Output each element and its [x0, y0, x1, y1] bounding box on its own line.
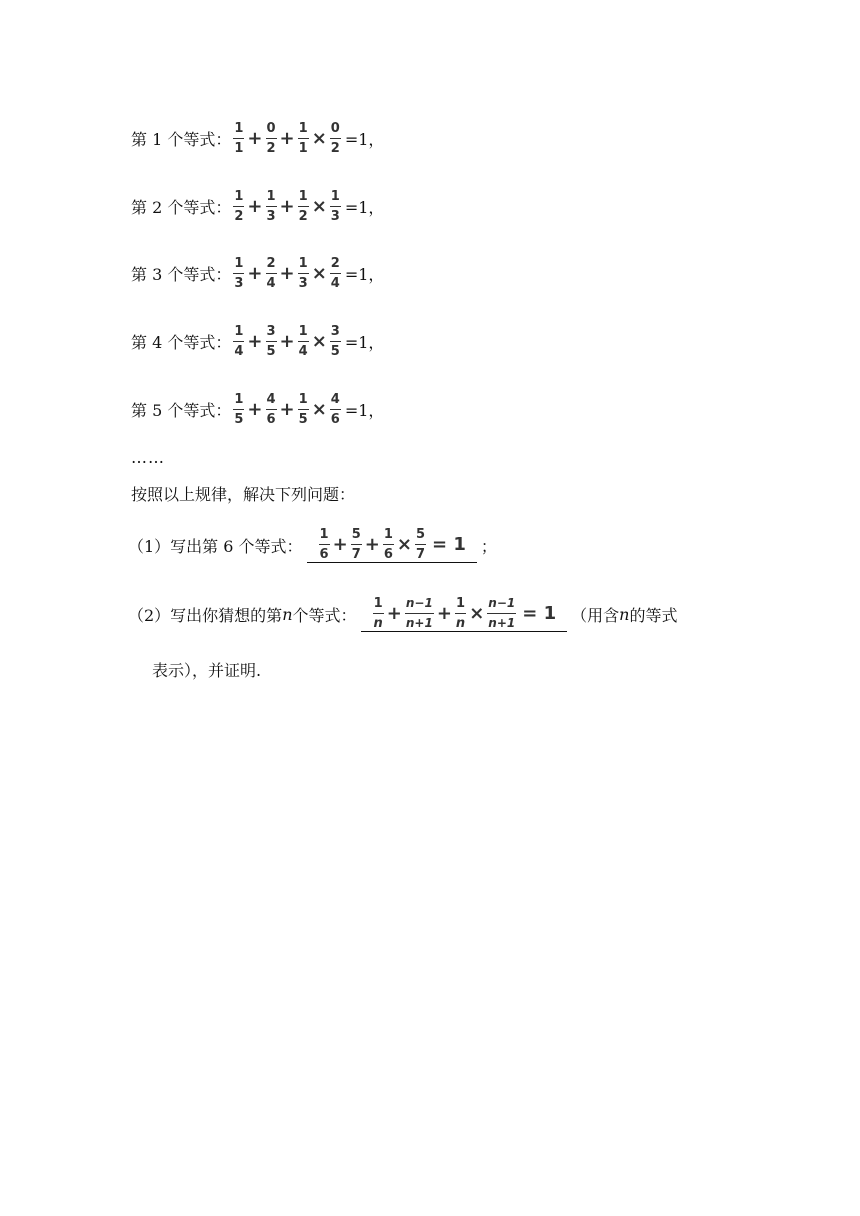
fraction: $\frac{1}{3}$ [234, 255, 244, 291]
question-2-suffix-end: 的等式 [629, 605, 678, 625]
equation-result: =1， [344, 332, 385, 352]
fraction: $\frac{4}{6}$ [330, 391, 340, 427]
equation-label: 第 4 个等式： [131, 332, 232, 352]
plus-sign: + [279, 127, 295, 149]
variable-n: n [282, 604, 293, 624]
equation-line-1 [131, 108, 384, 168]
fraction: $\frac{1}{4}$ [298, 323, 308, 359]
equation-label: 第 2 个等式： [131, 197, 232, 217]
fraction: $\frac{1}{1}$ [234, 120, 244, 156]
question-2-prompt-start: （2）写出你猜想的第 [128, 605, 283, 625]
fraction: $\frac{5}{7}$ [415, 527, 426, 562]
times-sign: × [311, 262, 327, 284]
fraction: $\frac{1}{n}$ [455, 596, 466, 631]
plus-sign: + [247, 398, 263, 420]
fraction: $\frac{1}{2}$ [234, 188, 244, 224]
fraction: $\frac{4}{6}$ [266, 391, 276, 427]
plus-sign: + [386, 603, 402, 624]
question-2 [128, 584, 677, 644]
plus-sign: + [247, 127, 263, 149]
equals-result: = 1 [522, 603, 557, 624]
question-1 [128, 515, 497, 575]
fraction: $\frac{1}{6}$ [319, 527, 329, 562]
equation-expression [231, 324, 384, 359]
fraction: $\frac{1}{3}$ [266, 188, 276, 224]
fraction: $\frac{1}{3}$ [330, 188, 340, 224]
equation-expression [231, 189, 384, 224]
equation-line-2 [131, 176, 384, 236]
fraction: $\frac{1}{3}$ [298, 255, 308, 291]
fraction: $\frac{1}{4}$ [234, 323, 244, 359]
equation-label: 第 5 个等式： [131, 400, 232, 420]
fraction: $\frac{1}{6}$ [383, 527, 393, 562]
fraction: $\frac{1}{5}$ [234, 391, 244, 427]
equation-expression [231, 392, 384, 427]
plus-sign: + [332, 534, 348, 555]
fraction: $\frac{1}{1}$ [298, 120, 308, 156]
fraction: $\frac{3}{5}$ [266, 323, 276, 359]
variable-n: n [619, 604, 630, 624]
equation-result: =1， [344, 264, 385, 284]
question-1-prompt: （1）写出第 6 个等式： [128, 536, 303, 556]
times-sign: × [311, 398, 327, 420]
plus-sign: + [364, 534, 380, 555]
fraction: $\frac{1}{5}$ [298, 391, 308, 427]
answer-2-expression [371, 596, 558, 631]
question-1-suffix: ； [480, 536, 497, 556]
equals-result: = 1 [432, 534, 466, 555]
plus-sign: + [247, 195, 263, 217]
plus-sign: + [436, 603, 452, 624]
equation-result: =1， [344, 400, 385, 420]
answer-blank-2 [361, 596, 568, 632]
fraction: $\frac{1}{n}$ [373, 596, 383, 631]
fraction: $\frac{1}{2}$ [298, 188, 308, 224]
times-sign: × [311, 127, 327, 149]
equation-label: 第 1 个等式： [131, 129, 232, 149]
fraction: $\frac{0}{2}$ [330, 120, 340, 156]
times-sign: × [396, 534, 412, 555]
equation-expression [231, 256, 384, 291]
equation-line-3 [131, 243, 384, 303]
equation-label: 第 3 个等式： [131, 264, 232, 284]
plus-sign: + [279, 262, 295, 284]
answer-blank-1 [307, 527, 477, 563]
fraction: $\frac{3}{5}$ [330, 323, 340, 359]
plus-sign: + [279, 398, 295, 420]
plus-sign: + [279, 195, 295, 217]
plus-sign: + [247, 262, 263, 284]
times-sign: × [311, 195, 327, 217]
plus-sign: + [247, 330, 263, 352]
equation-line-4 [131, 311, 384, 371]
fraction: $\frac{2}{4}$ [266, 255, 276, 291]
fraction: $\frac{n-1}{n+1}$ [405, 596, 433, 630]
equation-expression [231, 121, 384, 156]
question-2-suffix-start: （用含 [571, 605, 620, 625]
times-sign: × [311, 330, 327, 352]
times-sign: × [469, 603, 485, 624]
equation-line-5 [131, 379, 384, 439]
ellipsis: …… [131, 448, 165, 467]
equation-result: =1， [344, 197, 385, 217]
answer-1-expression [317, 527, 467, 562]
fraction: $\frac{2}{4}$ [330, 255, 340, 291]
fraction: $\frac{5}{7}$ [351, 527, 361, 562]
plus-sign: + [279, 330, 295, 352]
instruction-text: 按照以上规律，解决下列问题： [131, 485, 356, 504]
fraction: $\frac{n-1}{n+1}$ [488, 596, 516, 630]
question-2-prompt-end: 个等式： [292, 605, 357, 625]
question-2-continuation: 表示），并证明. [152, 661, 262, 680]
fraction: $\frac{0}{2}$ [266, 120, 276, 156]
equation-result: =1， [344, 129, 385, 149]
